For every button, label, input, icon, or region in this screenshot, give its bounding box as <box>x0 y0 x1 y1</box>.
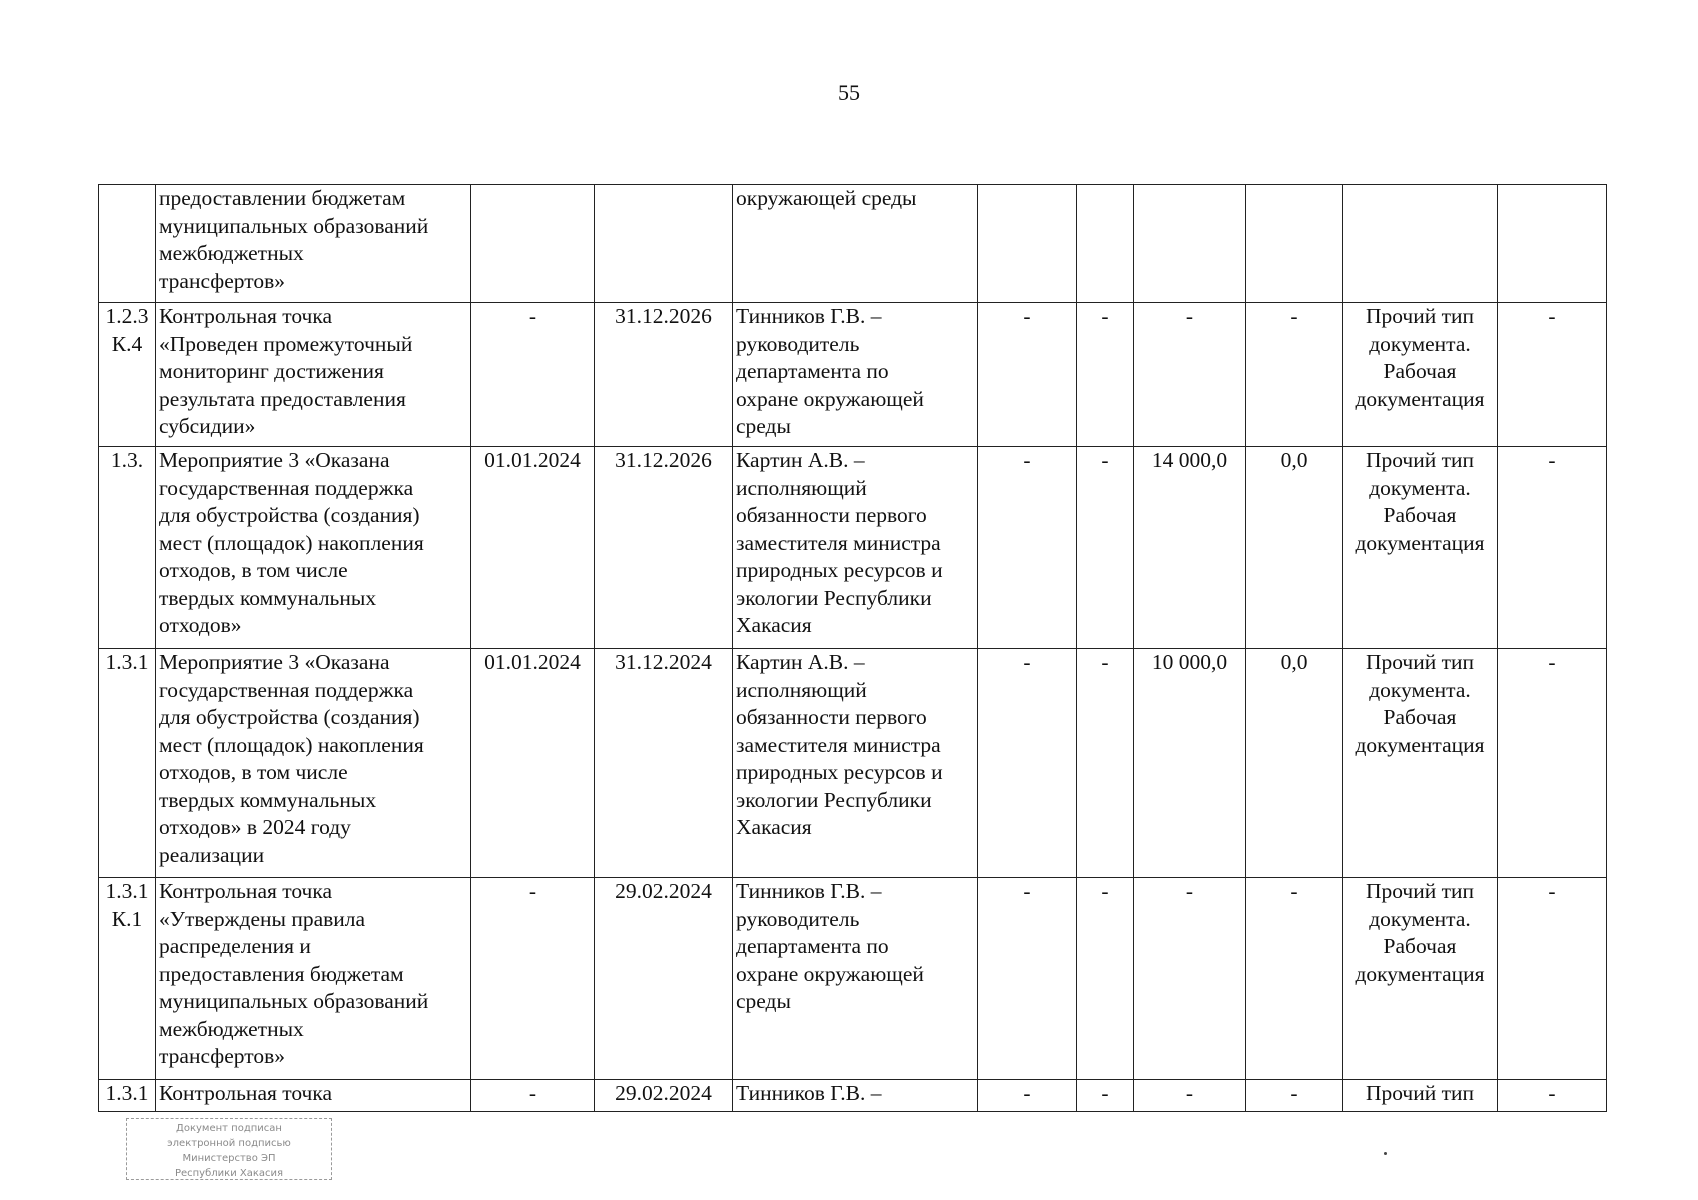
responsible-cell: Тинников Г.В. – руководитель департамента по охране окружающей среды <box>733 878 978 1080</box>
start-date-cell: 01.01.2024 <box>471 447 595 649</box>
value-2-cell: - <box>1077 303 1134 447</box>
value-4-cell: - <box>1246 1080 1343 1112</box>
start-date-cell <box>471 185 595 303</box>
start-date-cell: 01.01.2024 <box>471 649 595 878</box>
activity-name-cell: Контрольная точка <box>156 1080 471 1112</box>
value-1-cell: - <box>978 447 1077 649</box>
last-column-cell <box>1498 185 1607 303</box>
start-date-cell: - <box>471 303 595 447</box>
row-number-cell <box>99 185 156 303</box>
last-column-cell: - <box>1498 1080 1607 1112</box>
end-date-cell: 29.02.2024 <box>595 878 733 1080</box>
value-2-cell: - <box>1077 447 1134 649</box>
value-4-cell: 0,0 <box>1246 447 1343 649</box>
row-number-cell: 1.3.1 <box>99 1080 156 1112</box>
document-type-cell <box>1343 185 1498 303</box>
value-4-cell: - <box>1246 878 1343 1080</box>
value-2-cell: - <box>1077 649 1134 878</box>
activity-name-cell: Контрольная точка «Проведен промежуточный мониторинг достижения результата предоставления субсидии» <box>156 303 471 447</box>
row-number-cell: 1.3. <box>99 447 156 649</box>
end-date-cell: 29.02.2024 <box>595 1080 733 1112</box>
value-4-cell <box>1246 185 1343 303</box>
document-type-cell: Прочий тип документа. Рабочая документация <box>1343 649 1498 878</box>
document-type-cell: Прочий тип <box>1343 1080 1498 1112</box>
value-3-cell: 10 000,0 <box>1134 649 1246 878</box>
value-1-cell <box>978 185 1077 303</box>
value-2-cell: - <box>1077 878 1134 1080</box>
table-row <box>99 447 1607 649</box>
value-1-cell: - <box>978 649 1077 878</box>
end-date-cell: 31.12.2026 <box>595 447 733 649</box>
document-type-cell: Прочий тип документа. Рабочая документация <box>1343 303 1498 447</box>
document-type-cell: Прочий тип документа. Рабочая документация <box>1343 878 1498 1080</box>
responsible-cell: Картин А.В. – исполняющий обязанности первого заместителя министра природных ресурсов и экологии Республики Хакасия <box>733 649 978 878</box>
row-number-cell: 1.2.3 К.4 <box>99 303 156 447</box>
table-row <box>99 1080 1607 1112</box>
responsible-cell: Тинников Г.В. – руководитель департамента по охране окружающей среды <box>733 303 978 447</box>
end-date-cell <box>595 185 733 303</box>
value-3-cell <box>1134 185 1246 303</box>
value-3-cell: 14 000,0 <box>1134 447 1246 649</box>
document-type-cell: Прочий тип документа. Рабочая документация <box>1343 447 1498 649</box>
value-4-cell: 0,0 <box>1246 649 1343 878</box>
value-1-cell: - <box>978 1080 1077 1112</box>
table-row <box>99 649 1607 878</box>
last-column-cell: - <box>1498 878 1607 1080</box>
value-2-cell <box>1077 185 1134 303</box>
table-row <box>99 185 1607 303</box>
responsible-cell: Картин А.В. – исполняющий обязанности первого заместителя министра природных ресурсов и экологии Республики Хакасия <box>733 447 978 649</box>
last-column-cell: - <box>1498 303 1607 447</box>
table-body <box>99 185 1607 1112</box>
responsible-cell: окружающей среды <box>733 185 978 303</box>
value-3-cell: - <box>1134 1080 1246 1112</box>
responsible-cell: Тинников Г.В. – <box>733 1080 978 1112</box>
value-2-cell: - <box>1077 1080 1134 1112</box>
value-1-cell: - <box>978 878 1077 1080</box>
value-3-cell: - <box>1134 878 1246 1080</box>
last-column-cell: - <box>1498 649 1607 878</box>
activity-name-cell: Контрольная точка «Утверждены правила распределения и предоставления бюджетам муниципальных образований межбюджетных трансфертов» <box>156 878 471 1080</box>
last-column-cell: - <box>1498 447 1607 649</box>
row-number-cell: 1.3.1 <box>99 649 156 878</box>
scan-speck <box>1384 1152 1387 1155</box>
table-row <box>99 878 1607 1080</box>
value-4-cell: - <box>1246 303 1343 447</box>
approval-stamp: Документ подписан электронной подписью Министерство ЭП Республики Хакасия <box>126 1118 332 1180</box>
activities-table <box>98 184 1607 1112</box>
value-3-cell: - <box>1134 303 1246 447</box>
start-date-cell: - <box>471 878 595 1080</box>
activity-name-cell: Мероприятие 3 «Оказана государственная поддержка для обустройства (создания) мест (площадок) накопления отходов, в том числе твердых коммунальных отходов» в 2024 году реализации <box>156 649 471 878</box>
table-row <box>99 303 1607 447</box>
activity-name-cell: предоставлении бюджетам муниципальных образований межбюджетных трансфертов» <box>156 185 471 303</box>
value-1-cell: - <box>978 303 1077 447</box>
page-number: 55 <box>838 80 860 105</box>
row-number-cell: 1.3.1 К.1 <box>99 878 156 1080</box>
activity-name-cell: Мероприятие 3 «Оказана государственная поддержка для обустройства (создания) мест (площадок) накопления отходов, в том числе твердых коммунальных отходов» <box>156 447 471 649</box>
end-date-cell: 31.12.2024 <box>595 649 733 878</box>
end-date-cell: 31.12.2026 <box>595 303 733 447</box>
start-date-cell: - <box>471 1080 595 1112</box>
